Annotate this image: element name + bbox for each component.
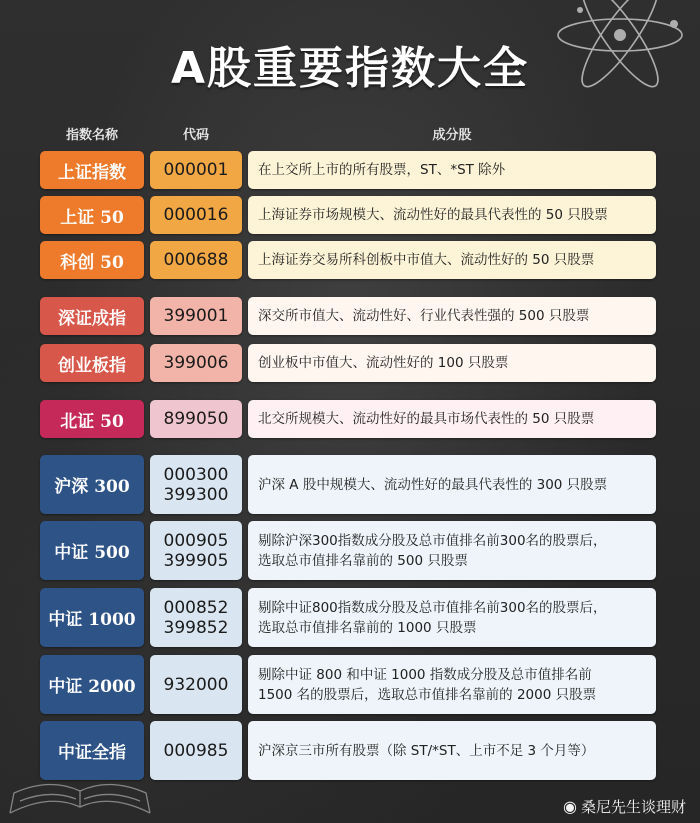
- index-code: [150, 455, 242, 514]
- components-line: 在上交所上市的所有股票，ST、*ST 除外: [258, 162, 506, 178]
- table-row: [40, 400, 656, 438]
- index-components: [248, 196, 656, 234]
- header-index-name: 指数名称: [65, 128, 118, 143]
- weibo-icon: ◉: [563, 797, 577, 816]
- index-code-value: 399905: [163, 550, 229, 571]
- index-name: 上证指数: [40, 151, 144, 189]
- index-components: [248, 455, 656, 514]
- index-name: 中证全指: [40, 721, 144, 780]
- components-line: 剔除沪深300指数成分股及总市值排名前300名的股票后，: [258, 532, 607, 549]
- index-components: [248, 241, 656, 279]
- index-code-value: 000852: [163, 597, 229, 618]
- book-icon: [0, 763, 160, 823]
- index-code-value: 000688: [163, 250, 229, 270]
- index-code: [150, 521, 242, 580]
- index-components: [248, 721, 656, 780]
- index-name: 上证 50: [40, 196, 144, 234]
- components-line: 北交所规模大、流动性好的最具市场代表性的 50 只股票: [258, 411, 595, 427]
- index-name: 沪深 300: [40, 455, 144, 514]
- header-components: 成分股: [432, 128, 472, 143]
- components-line: 沪深京三市所有股票（除 ST/*ST、上市不足 3 个月等）: [258, 742, 595, 759]
- page-title: A股重要指数大全: [170, 43, 530, 94]
- watermark: [563, 796, 686, 817]
- components-line: 选取总市值排名靠前的 1000 只股票: [258, 619, 477, 636]
- index-components: [248, 344, 656, 382]
- index-code: [150, 344, 242, 382]
- index-code: [150, 400, 242, 438]
- index-components: [248, 151, 656, 189]
- index-name: 中证 2000: [40, 655, 144, 714]
- index-code-value: 899050: [163, 409, 229, 429]
- index-components: [248, 655, 656, 714]
- components-line: 剔除中证800指数成分股及总市值排名前300名的股票后，: [258, 599, 607, 616]
- index-code: [150, 297, 242, 335]
- index-code: [150, 655, 242, 714]
- components-line: 1500 名的股票后，选取总市值排名靠前的 2000 只股票: [258, 686, 597, 703]
- table-row: [40, 455, 656, 514]
- index-components: [248, 400, 656, 438]
- index-code-value: 932000: [163, 674, 229, 695]
- components-line: 上海证券市场规模大、流动性好的最具代表性的 50 只股票: [258, 207, 608, 223]
- index-code-value: 399001: [163, 306, 229, 326]
- index-components: [248, 521, 656, 580]
- index-code-value: 000985: [163, 740, 229, 761]
- index-name: 中证 500: [40, 521, 144, 580]
- index-code: [150, 196, 242, 234]
- index-code-value: 399300: [163, 484, 229, 505]
- index-code: [150, 241, 242, 279]
- index-name: 北证 50: [40, 400, 144, 438]
- index-code: [150, 151, 242, 189]
- components-line: 上海证券交易所科创板中市值大、流动性好的 50 只股票: [258, 252, 595, 268]
- table-row: [40, 655, 656, 714]
- index-components: [248, 297, 656, 335]
- table-row: [40, 241, 656, 279]
- index-code: [150, 721, 242, 780]
- components-line: 选取总市值排名靠前的 500 只股票: [258, 552, 468, 569]
- watermark-text: 桑尼先生谈理财: [580, 798, 686, 816]
- index-name: 深证成指: [40, 297, 144, 335]
- index-components: [248, 588, 656, 647]
- table-row: [40, 344, 656, 382]
- table-row: [40, 297, 656, 335]
- index-code-value: 399006: [163, 353, 229, 373]
- index-code-value: 399852: [163, 617, 229, 638]
- header-code: 代码: [182, 128, 209, 143]
- table-row: [40, 151, 656, 189]
- components-line: 创业板中市值大、流动性好的 100 只股票: [258, 355, 509, 371]
- components-line: 剔除中证 800 和中证 1000 指数成分股及总市值排名前: [258, 666, 592, 683]
- components-line: 深交所市值大、流动性好、行业代表性强的 500 只股票: [258, 308, 590, 324]
- index-code-value: 000016: [163, 205, 229, 225]
- table-row: [40, 521, 656, 580]
- index-name: 科创 50: [40, 241, 144, 279]
- table-row: [40, 588, 656, 647]
- index-name: 创业板指: [40, 344, 144, 382]
- index-code-value: 000300: [163, 464, 229, 485]
- components-line: 沪深 A 股中规模大、流动性好的最具代表性的 300 只股票: [258, 476, 608, 493]
- index-code: [150, 588, 242, 647]
- index-code-value: 000001: [163, 160, 229, 180]
- table-row: [40, 196, 656, 234]
- index-name: 中证 1000: [40, 588, 144, 647]
- index-code-value: 000905: [163, 530, 229, 551]
